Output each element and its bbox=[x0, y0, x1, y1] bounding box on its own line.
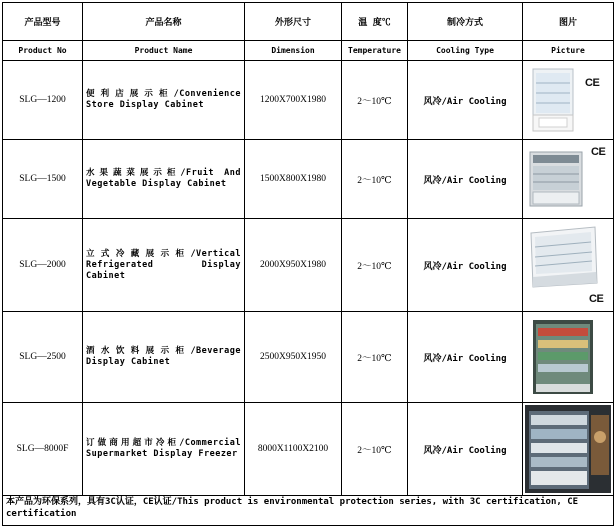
header-product-no-cn: 产品型号 bbox=[3, 3, 83, 41]
product-cooling-type: 风冷/Air Cooling bbox=[408, 403, 523, 496]
product-photo bbox=[525, 63, 611, 137]
product-picture-cell bbox=[523, 312, 614, 403]
header-row-chinese bbox=[3, 3, 614, 41]
product-dimension: 1200X700X1980 bbox=[245, 61, 342, 140]
product-spec-table bbox=[2, 2, 614, 526]
product-temperature: 2〜10℃ bbox=[342, 61, 408, 140]
product-picture-cell bbox=[523, 140, 614, 219]
product-temperature: 2〜10℃ bbox=[342, 312, 408, 403]
header-dimension-cn: 外形尺寸 bbox=[245, 3, 342, 41]
header-cooling-type-cn: 制冷方式 bbox=[408, 3, 523, 41]
header-dimension: Dimension bbox=[245, 41, 342, 61]
header-cooling-type: Cooling Type bbox=[408, 41, 523, 61]
ce-mark: CE bbox=[589, 293, 604, 305]
product-no: SLG—1200 bbox=[3, 61, 83, 140]
product-picture-cell bbox=[523, 219, 614, 312]
product-name: 订做商用超市冷柜/Commercial Supermarket Display Freezer bbox=[83, 403, 245, 496]
product-name: 便利店展示柜/Convenience Store Display Cabinet bbox=[83, 61, 245, 140]
product-dimension: 2000X950X1980 bbox=[245, 219, 342, 312]
product-picture-cell bbox=[523, 61, 614, 140]
header-temperature: Temperature bbox=[342, 41, 408, 61]
product-dimension: 8000X1100X2100 bbox=[245, 403, 342, 496]
header-product-name-cn: 产品名称 bbox=[83, 3, 245, 41]
product-dimension: 1500X800X1980 bbox=[245, 140, 342, 219]
header-row-english bbox=[3, 41, 614, 61]
header-picture-cn: 图片 bbox=[523, 3, 614, 41]
table-row bbox=[3, 61, 614, 140]
product-picture-cell bbox=[523, 403, 614, 496]
product-temperature: 2〜10℃ bbox=[342, 219, 408, 312]
product-name: 酒水饮料展示柜/Beverage Display Cabinet bbox=[83, 312, 245, 403]
product-no: SLG—2500 bbox=[3, 312, 83, 403]
table-row bbox=[3, 403, 614, 496]
footer-note: 本产品为环保系列，具有3C认证，CE认证/This product is environmental protection series, with 3C certification, CE certification bbox=[3, 496, 614, 526]
product-cooling-type: 风冷/Air Cooling bbox=[408, 219, 523, 312]
header-product-no: Product No bbox=[3, 41, 83, 61]
product-no: SLG—8000F bbox=[3, 403, 83, 496]
product-dimension: 2500X950X1950 bbox=[245, 312, 342, 403]
product-name: 立式冷藏展示柜/Vertical Refrigerated Display Cabinet bbox=[83, 219, 245, 312]
header-picture: Picture bbox=[523, 41, 614, 61]
product-photo bbox=[525, 405, 611, 493]
product-photo bbox=[525, 142, 611, 216]
table-row bbox=[3, 219, 614, 312]
ce-mark: CE bbox=[591, 146, 606, 158]
ce-mark: CE bbox=[585, 77, 600, 89]
product-photo bbox=[525, 314, 611, 400]
product-cooling-type: 风冷/Air Cooling bbox=[408, 312, 523, 403]
product-cooling-type: 风冷/Air Cooling bbox=[408, 140, 523, 219]
product-no: SLG—1500 bbox=[3, 140, 83, 219]
product-no: SLG—2000 bbox=[3, 219, 83, 312]
table-row bbox=[3, 140, 614, 219]
product-temperature: 2〜10℃ bbox=[342, 403, 408, 496]
header-product-name: Product Name bbox=[83, 41, 245, 61]
table-row bbox=[3, 312, 614, 403]
product-cooling-type: 风冷/Air Cooling bbox=[408, 61, 523, 140]
product-temperature: 2〜10℃ bbox=[342, 140, 408, 219]
product-name: 水果蔬菜展示柜/Fruit And Vegetable Display Cabinet bbox=[83, 140, 245, 219]
header-temperature-cn: 温 度℃ bbox=[342, 3, 408, 41]
footer-note-row bbox=[3, 496, 614, 526]
product-photo bbox=[525, 221, 611, 309]
